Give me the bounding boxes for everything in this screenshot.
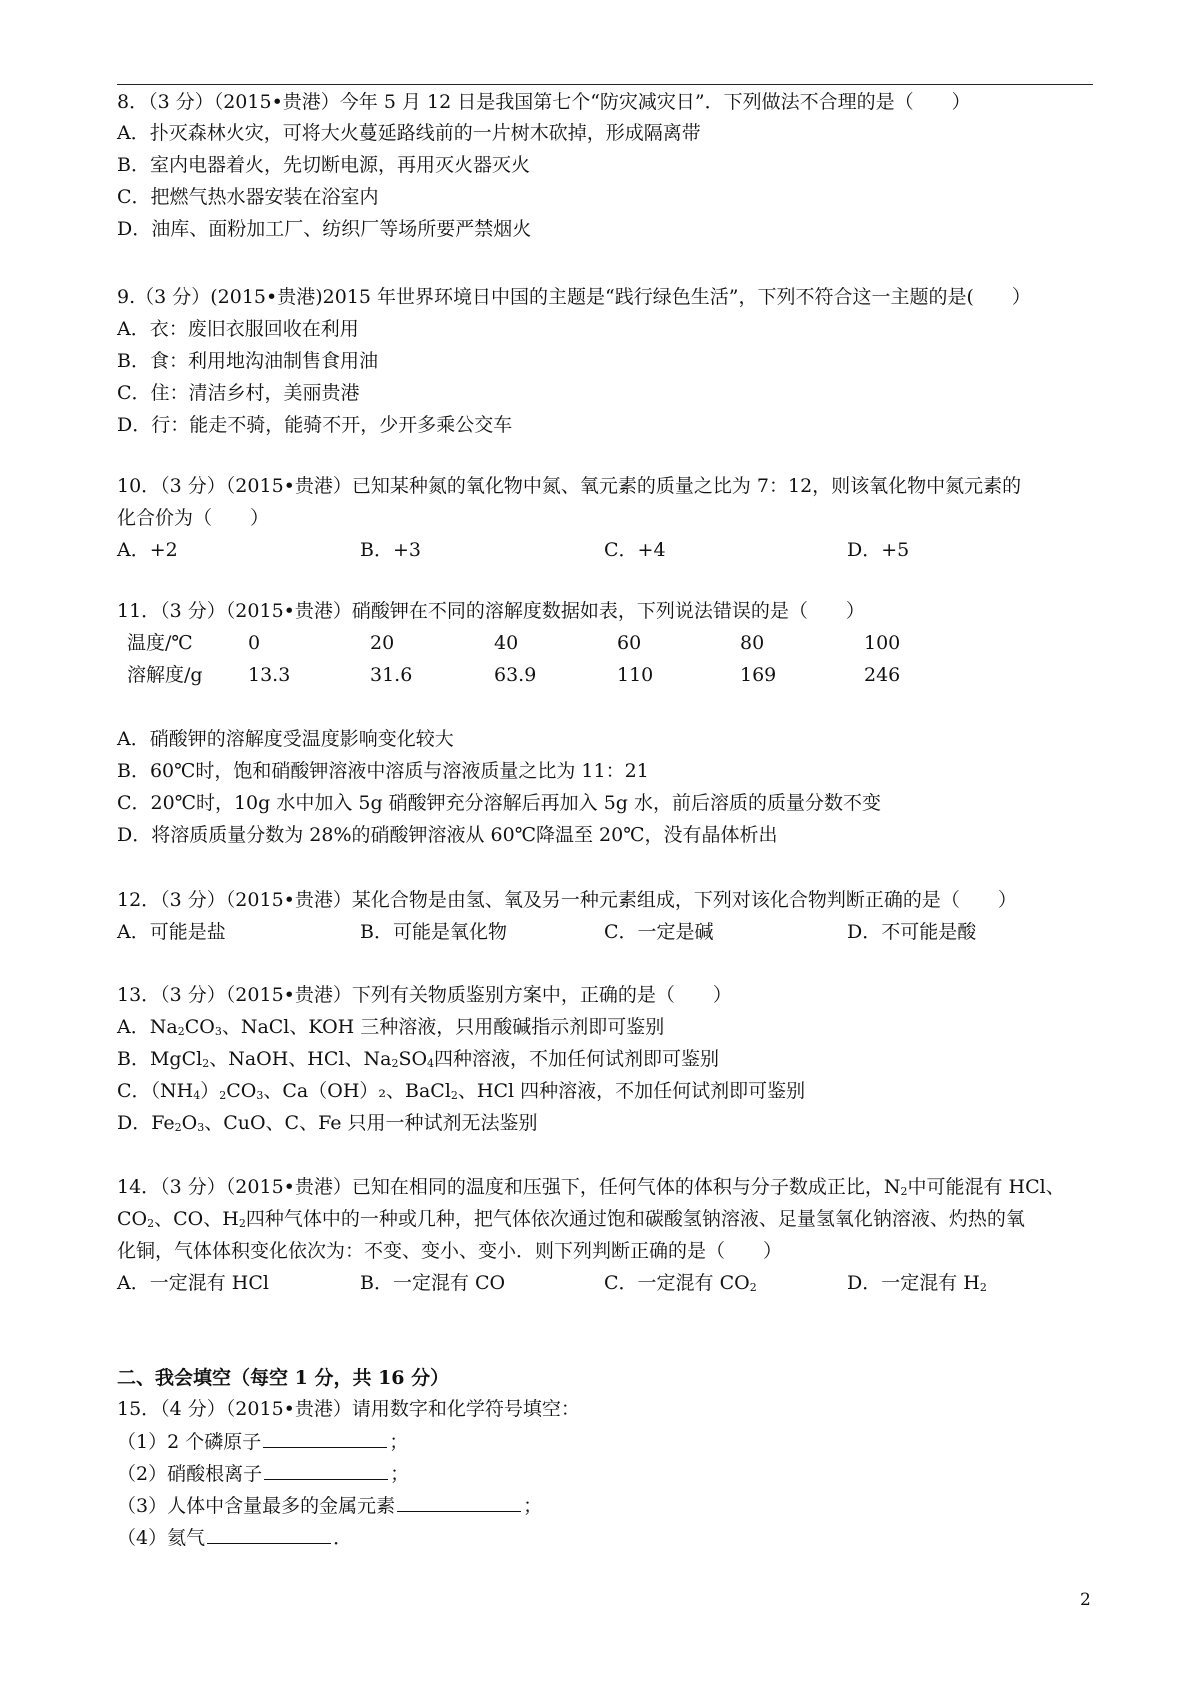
q8-stem: 8．（3 分）（2015•贵港）今年 5 月 12 日是我国第七个“防灾减灾日”．下列做法不合理的是（ ） — [117, 91, 971, 113]
q11-stem: 11．（3 分）（2015•贵港）硝酸钾在不同的溶解度数据如表，下列说法错误的是（ ） — [117, 600, 865, 622]
q10-option-b: B．+3 — [360, 539, 421, 561]
q13-option-a: A．$Na_2CO_3$、NaCl、KOH 三种溶液，只用酸碱指示剂即可鉴别 — [117, 1016, 665, 1038]
q13-option-d: D．$Fe_2O_3$、CuO、C、Fe 只用一种试剂无法鉴别 — [117, 1112, 538, 1134]
q9-option-b: B．食：利用地沟油制售食用油 — [117, 350, 378, 372]
q10-option-a: A．+2 — [117, 539, 178, 561]
q14-option-c: C．一定混有 $CO_2$ — [604, 1272, 757, 1294]
table-cell: 31.6 — [370, 664, 413, 686]
q10-stem-line2: 化合价为（ ） — [117, 507, 270, 529]
table-cell: 63.9 — [494, 664, 537, 686]
q11-option-c: C．20℃时，10g 水中加入 5g 硝酸钾充分溶解后再加入 5g 水，前后溶质的质量分数不变 — [117, 792, 882, 814]
table-cell: 60 — [617, 632, 642, 654]
q14-stem-line3: 化铜，气体体积变化依次为：不变、变小、变小．则下列判断正确的是（ ） — [117, 1240, 783, 1262]
q15-item-4: （4）氦气 ． — [117, 1527, 353, 1549]
q9-option-a: A．衣：废旧衣服回收在利用 — [117, 318, 359, 340]
answer-blank[interactable] — [397, 1493, 521, 1512]
q8-option-c: C．把燃气热水器安装在浴室内 — [117, 186, 379, 208]
section-heading: 二、我会填空（每空 1 分，共 16 分） — [117, 1367, 450, 1389]
q12-stem: 12．（3 分）（2015•贵港）某化合物是由氢、氧及另一种元素组成，下列对该化合物判断正确的是（ ） — [117, 889, 1017, 911]
q14-option-a: A．一定混有 HCl — [117, 1272, 269, 1294]
q8-option-d: D．油库、面粉加工厂、纺织厂等场所要严禁烟火 — [117, 218, 532, 240]
q14-stem-line2: $CO_2$、CO、$H_2$四种气体中的一种或几种，把气体依次通过饱和碳酸氢钠溶液、足量氢氧化钠溶液、灼热的氧 — [117, 1208, 1025, 1230]
table-cell: 80 — [740, 632, 765, 654]
q9-stem: 9.（3 分）(2015•贵港)2015 年世界环境日中国的主题是“践行绿色生活”，下列不符合这一主题的是( ） — [117, 286, 1031, 308]
q9-option-c: C．住：清洁乡村，美丽贵港 — [117, 382, 360, 404]
q13-option-b: B．MgCl$_2$、NaOH、HCl、$Na_2SO_4$四种溶液，不加任何试剂即可鉴别 — [117, 1048, 720, 1070]
answer-blank[interactable] — [263, 1429, 387, 1448]
q12-option-d: D．不可能是酸 — [847, 921, 977, 943]
q13-stem: 13．（3 分）（2015•贵港）下列有关物质鉴别方案中，正确的是（ ） — [117, 984, 732, 1006]
q14-stem-line1: 14．（3 分）（2015•贵港）已知在相同的温度和压强下，任何气体的体积与分子数成正比，$N_2$中可能混有 HCl、 — [117, 1176, 1065, 1198]
table-cell: 20 — [370, 632, 395, 654]
table-cell: 13.3 — [248, 664, 291, 686]
table-cell: 169 — [740, 664, 777, 686]
q13-option-c: C．$(NH_4)_2CO_3$、Ca（OH）₂、BaCl$_2$、HCl 四种溶液，不加任何试剂即可鉴别 — [117, 1080, 806, 1102]
q15-stem: 15．（4 分）（2015•贵港）请用数字和化学符号填空： — [117, 1398, 580, 1420]
q12-option-c: C．一定是碱 — [604, 921, 714, 943]
q15-item-2: （2）硝酸根离子 ； — [117, 1463, 410, 1485]
q15-item-1: （1）2 个磷原子 ； — [117, 1431, 409, 1453]
table-cell: 100 — [864, 632, 901, 654]
q10-option-d: D．+5 — [847, 539, 910, 561]
table-row-label: 温度/℃ — [127, 632, 193, 654]
q10-option-c: C．+4 — [604, 539, 666, 561]
q11-option-d: D．将溶质质量分数为 28%的硝酸钾溶液从 60℃降温至 20℃，没有晶体析出 — [117, 824, 778, 846]
q12-option-a: A．可能是盐 — [117, 921, 226, 943]
table-cell: 110 — [617, 664, 654, 686]
q10-stem-line1: 10．（3 分）（2015•贵港）已知某种氮的氧化物中氮、氧元素的质量之比为 7：12，则该氧化物中氮元素的 — [117, 475, 1022, 497]
q11-option-b: B．60℃时，饱和硝酸钾溶液中溶质与溶液质量之比为 11：21 — [117, 760, 649, 782]
answer-blank[interactable] — [264, 1461, 388, 1480]
table-cell: 40 — [494, 632, 519, 654]
q14-option-b: B．一定混有 CO — [360, 1272, 506, 1294]
q9-option-d: D．行：能走不骑，能骑不开，少开多乘公交车 — [117, 414, 513, 436]
q14-option-d: D．一定混有 $H_2$ — [847, 1272, 987, 1294]
header-rule — [117, 84, 1093, 85]
q8-option-a: A．扑灭森林火灾，可将大火蔓延路线前的一片树木砍掉，形成隔离带 — [117, 122, 701, 144]
table-cell: 246 — [864, 664, 901, 686]
table-row-label: 溶解度/g — [127, 664, 203, 686]
q8-option-b: B．室内电器着火，先切断电源，再用灭火器灭火 — [117, 154, 530, 176]
table-cell: 0 — [248, 632, 261, 654]
answer-blank[interactable] — [207, 1525, 331, 1544]
q11-option-a: A．硝酸钾的溶解度受温度影响变化较大 — [117, 728, 454, 750]
q15-item-3: （3）人体中含量最多的金属元素 ； — [117, 1495, 543, 1517]
page-number: 2 — [1080, 1590, 1091, 1610]
q12-option-b: B．可能是氧化物 — [360, 921, 507, 943]
